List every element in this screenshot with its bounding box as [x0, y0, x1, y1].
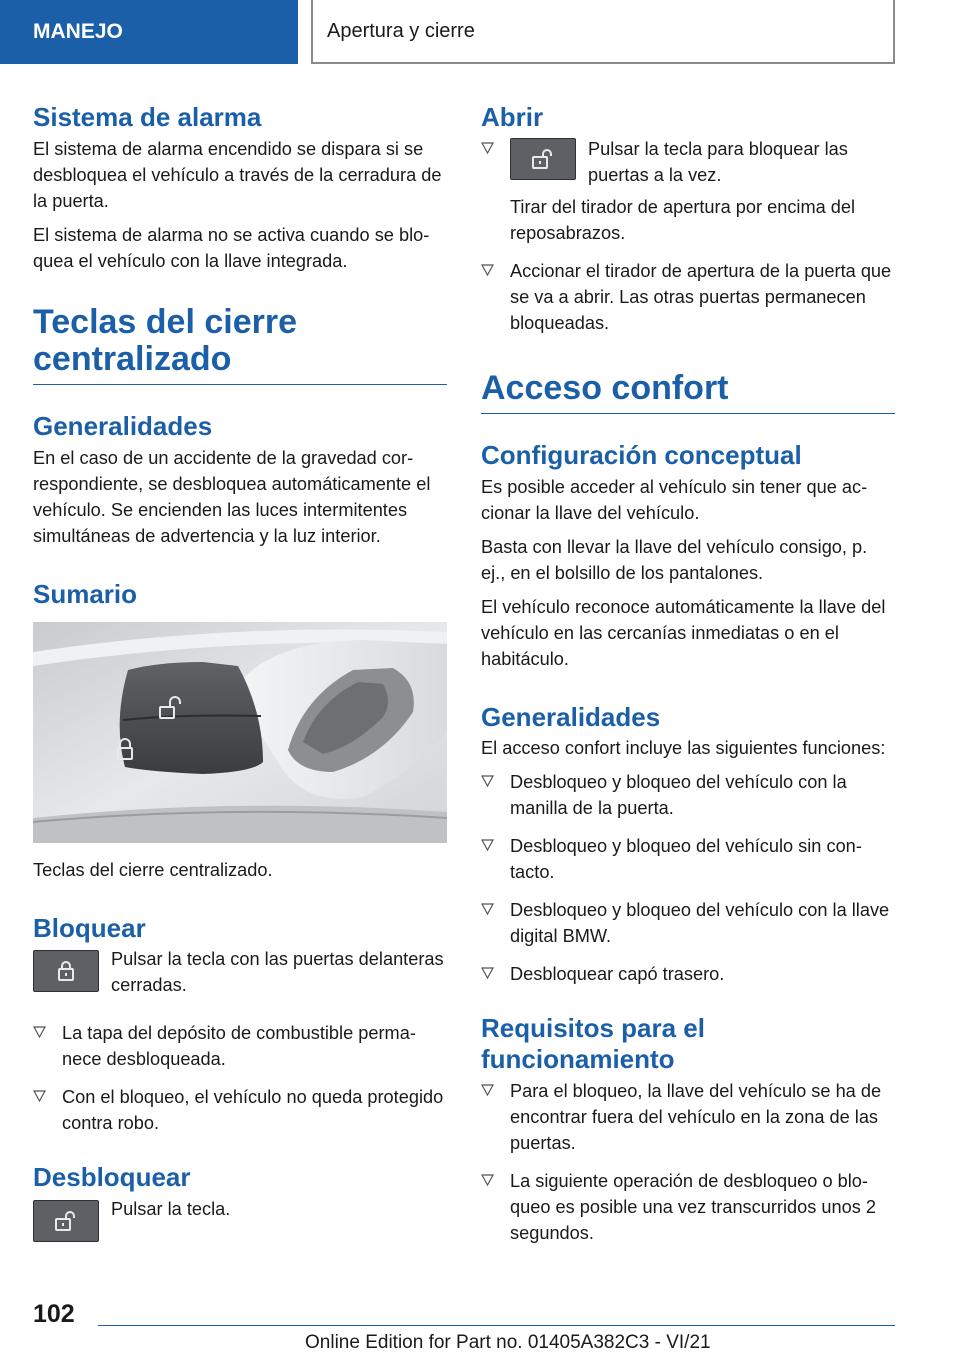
heading-line: Teclas del cierre: [33, 302, 297, 341]
paragraph: El sistema de alarma encendido se dispara si se desbloquea el vehículo a través de la cerradura de la puerta.: [33, 138, 442, 211]
list-item-text: Pulsar la tecla para bloquear las puertas a la vez.: [588, 138, 848, 185]
list-item: [33, 1084, 447, 1136]
section-title: Apertura y cierre: [311, 0, 895, 64]
heading-line: funcionamiento: [481, 1044, 675, 1075]
list-item-text: La tapa del depósito de combustible permanece desbloqueada.: [62, 1023, 416, 1070]
heading-alarm-system: Sistema de alarma: [33, 102, 262, 132]
paragraph: Pulsar la tecla con las puertas delanteras cerradas.: [111, 949, 444, 996]
list-item: [481, 897, 895, 949]
heading-rule: [33, 384, 447, 385]
heading-unlock: Desbloquear: [33, 1162, 191, 1193]
lock-icon: [56, 960, 76, 982]
list-item-text: Desbloqueo y bloqueo del vehículo con la llave digital BMW.: [510, 900, 890, 947]
list-item: [481, 258, 895, 336]
chapter-tab: MANEJO: [0, 0, 298, 64]
page-number: 102: [33, 1300, 75, 1328]
paragraph: Es posible acceder al vehículo sin tener que accionar la llave del vehículo.: [481, 476, 868, 523]
heading-summary: Sumario: [33, 579, 138, 610]
list-item-text: Desbloqueo y bloqueo del vehículo con la manilla de la puerta.: [510, 772, 847, 819]
paragraph: Pulsar la tecla.: [111, 1199, 231, 1220]
lock-notes-list: [33, 1020, 447, 1136]
heading-central-locking: [33, 304, 447, 379]
triangle-bullet-icon: [481, 264, 494, 277]
list-item: [481, 1168, 895, 1246]
heading-requirements: [481, 1013, 895, 1074]
paragraph: El vehículo reconoce automáticamente la llave del vehículo en las cercanías inmediatas o en el habitáculo.: [481, 596, 886, 669]
list-item: [481, 833, 895, 885]
footer-rule: [98, 1325, 895, 1326]
triangle-bullet-icon: [481, 142, 494, 155]
heading-general: Generalidades: [33, 411, 213, 442]
list-item: [481, 1078, 895, 1156]
unlock-instruction: [33, 1196, 447, 1242]
figure-caption: Teclas del cierre centralizado.: [33, 859, 273, 880]
unlock-icon: [531, 148, 555, 170]
requirements-list: [481, 1078, 895, 1246]
triangle-bullet-icon: [33, 1090, 46, 1103]
heading-open: Abrir: [481, 102, 544, 132]
list-item-text: La siguiente operación de desbloqueo o bloqueo es posible una vez transcurridos unos 2 segundos.: [510, 1170, 876, 1243]
open-steps-list: [481, 136, 895, 336]
right-column: [481, 102, 895, 1258]
list-item: [481, 769, 895, 821]
triangle-bullet-icon: [481, 1174, 494, 1187]
heading-concept: Configuración conceptual: [481, 440, 802, 471]
heading-comfort-access: Acceso confort: [481, 368, 729, 407]
triangle-bullet-icon: [481, 775, 494, 788]
triangle-bullet-icon: [481, 903, 494, 916]
triangle-bullet-icon: [33, 1026, 46, 1039]
lock-button-image: [33, 950, 99, 992]
unlock-button-image: [510, 138, 576, 180]
footer-edition: Online Edition for Part no. 01405A382C3 - VI/21: [305, 1332, 711, 1353]
heading-line: Requisitos para el: [481, 1013, 705, 1044]
central-locking-buttons-photo: [33, 622, 447, 843]
triangle-bullet-icon: [481, 967, 494, 980]
paragraph: En el caso de un accidente de la gravedad correspondiente, se desbloquea automáticamente el vehículo. Se encienden las luces intermitentes simultáneas de advertencia y la luz interior.: [33, 448, 431, 547]
triangle-bullet-icon: [481, 1084, 494, 1097]
list-item-text: Con el bloqueo, el vehículo no queda protegido contra robo.: [62, 1087, 444, 1134]
unlock-instruction: [510, 136, 895, 188]
left-column: [33, 102, 447, 1250]
list-item: [33, 1020, 447, 1072]
heading-line: centralizado: [33, 340, 232, 379]
list-item: [481, 136, 895, 246]
heading-rule: [481, 413, 895, 414]
list-item-text: Accionar el tirador de apertura de la puerta que se va a abrir. Las otras puertas permanecen bloqueadas.: [510, 260, 892, 333]
unlock-button-image: [33, 1200, 99, 1242]
list-item: [481, 961, 895, 987]
lock-instruction: [33, 946, 447, 998]
heading-general: Generalidades: [481, 701, 661, 732]
list-item-text: Desbloqueo y bloqueo del vehículo sin contacto.: [510, 836, 862, 883]
paragraph: El acceso confort incluye las siguientes funciones:: [481, 738, 886, 759]
paragraph: Basta con llevar la llave del vehículo consigo, p. ej., en el bolsillo de los pantalones.: [481, 536, 868, 583]
list-item-text: Tirar del tirador de apertura por encima del reposabrazos.: [510, 196, 856, 243]
list-item-text: Para el bloqueo, la llave del vehículo se ha de encontrar fuera del vehículo en la zona de las puertas.: [510, 1080, 882, 1153]
comfort-functions-list: [481, 769, 895, 987]
paragraph: El sistema de alarma no se activa cuando se bloquea el vehículo con la llave integrada.: [33, 224, 430, 271]
unlock-icon: [54, 1210, 78, 1232]
list-item-text: Desbloquear capó trasero.: [510, 964, 725, 985]
heading-lock: Bloquear: [33, 912, 146, 943]
triangle-bullet-icon: [481, 839, 494, 852]
